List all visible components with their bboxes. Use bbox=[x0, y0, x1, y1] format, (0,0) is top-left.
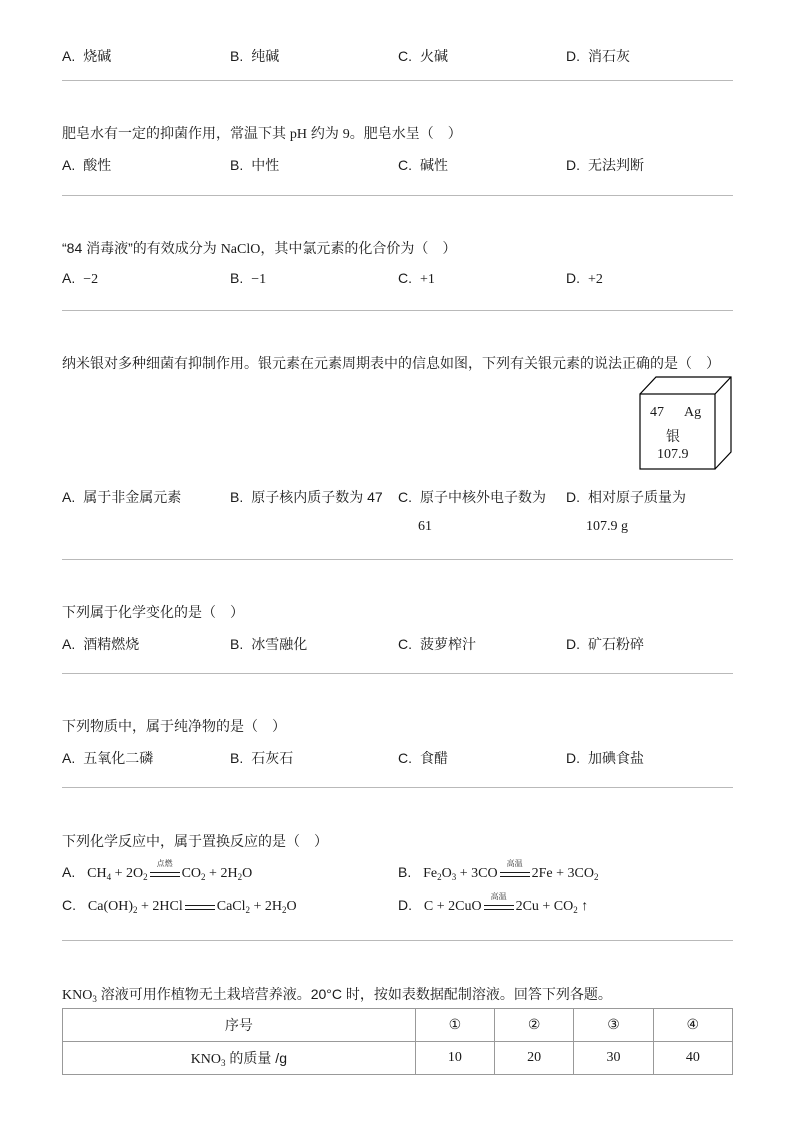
equation-d: C + 2CuO 高温 $2Cu + CO_2$ ↑ bbox=[423, 891, 589, 915]
reaction-arrow: 点燃 bbox=[150, 867, 180, 881]
table-row bbox=[63, 1009, 733, 1042]
option-d[interactable]: D. 加碘食盐 bbox=[566, 750, 644, 766]
option-d[interactable]: D. 相对原子质量为 bbox=[566, 489, 686, 505]
option-a[interactable]: A. −2 bbox=[62, 270, 99, 287]
option-b[interactable]: B. 石灰石 bbox=[230, 750, 294, 766]
question-stem: $KNO_3$ 溶液可用作植物无土栽培营养液。20°C 时，按如表数据配制溶液。回答下列各题。 bbox=[62, 986, 612, 1004]
table-row bbox=[63, 1042, 733, 1075]
table-cell: 40 bbox=[653, 1042, 732, 1075]
table-cell: 30 bbox=[574, 1042, 653, 1075]
reaction-arrow: 高温 bbox=[500, 867, 530, 881]
option-c-continuation: 61 bbox=[418, 519, 432, 534]
option-c[interactable]: C. 原子中核外电子数为 bbox=[398, 489, 546, 505]
table-header-cell: ④ bbox=[653, 1009, 732, 1042]
option-c[interactable]: C. +1 bbox=[398, 270, 435, 287]
divider bbox=[62, 195, 733, 196]
option-b[interactable]: B. $Fe_2O_3 + 3CO$ 高温 $2Fe + 3CO_2$ bbox=[398, 858, 599, 882]
divider bbox=[62, 80, 733, 81]
option-a[interactable]: A. 酒精燃烧 bbox=[62, 636, 140, 652]
equation-a: $CH_4 + 2O_2$ 点燃 $CO_2 + 2H_2O$ bbox=[87, 858, 253, 882]
divider bbox=[62, 673, 733, 674]
option-c[interactable]: C. 食醋 bbox=[398, 750, 448, 766]
option-b[interactable]: B. −1 bbox=[230, 270, 267, 287]
option-a[interactable]: A. 属于非金属元素 bbox=[62, 489, 182, 505]
table-header-cell: ① bbox=[415, 1009, 494, 1042]
option-a[interactable]: A. $CH_4 + 2O_2$ 点燃 $CO_2 + 2H_2O$ bbox=[62, 858, 253, 882]
option-c[interactable]: C. 火碱 bbox=[398, 48, 448, 64]
option-c[interactable]: C. 碱性 bbox=[398, 157, 448, 173]
question-stem: 下列物质中，属于纯净物的是（ ） bbox=[62, 718, 286, 734]
element-atomic-mass: 107.9 bbox=[657, 447, 689, 462]
table-row-label: $KNO_3$ 的质量 /g bbox=[63, 1042, 416, 1075]
table-header-cell: ② bbox=[495, 1009, 574, 1042]
divider bbox=[62, 310, 733, 311]
equation-c: $Ca(OH)_2 + 2HCl$ CaCl$_2$ + $2H_2O$ bbox=[87, 899, 297, 915]
option-c[interactable]: C. 菠萝榨汁 bbox=[398, 636, 476, 652]
table-header-cell: 序号 bbox=[63, 1009, 416, 1042]
question-stem: 下列化学反应中，属于置换反应的是（ ） bbox=[62, 833, 328, 849]
table-cell: 20 bbox=[495, 1042, 574, 1075]
table-cell: 10 bbox=[415, 1042, 494, 1075]
option-c[interactable]: C. $Ca(OH)_2 + 2HCl$ CaCl$_2$ + $2H_2O$ bbox=[62, 897, 297, 915]
option-d[interactable]: D. 消石灰 bbox=[566, 48, 630, 64]
option-a[interactable]: A. 酸性 bbox=[62, 157, 112, 173]
divider bbox=[62, 940, 733, 941]
option-d-continuation: 107.9 g bbox=[586, 519, 628, 534]
data-table bbox=[62, 1008, 733, 1075]
question-stem: “84 消毒液”的有效成分为 NaClO，其中氯元素的化合价为（ ） bbox=[62, 240, 457, 257]
question-stem: 肥皂水有一定的抑菌作用，常温下其 pH 约为 9。肥皂水呈（ ） bbox=[62, 125, 462, 142]
option-d[interactable]: D. 矿石粉碎 bbox=[566, 636, 644, 652]
option-a[interactable]: A. 五氧化二磷 bbox=[62, 750, 154, 766]
element-name: 银 bbox=[666, 428, 680, 444]
option-d[interactable]: D. C + 2CuO 高温 $2Cu + CO_2$ ↑ bbox=[398, 891, 589, 915]
table-header-cell: ③ bbox=[574, 1009, 653, 1042]
equation-b: $Fe_2O_3 + 3CO$ 高温 $2Fe + 3CO_2$ bbox=[423, 858, 599, 882]
question-stem: 纳米银对多种细菌有抑制作用。银元素在元素周期表中的信息如图，下列有关银元素的说法正确的是（ ） bbox=[62, 355, 720, 371]
option-b[interactable]: B. 原子核内质子数为 47 bbox=[230, 489, 383, 505]
question-stem: 下列属于化学变化的是（ ） bbox=[62, 604, 244, 620]
option-b[interactable]: B. 冰雪融化 bbox=[230, 636, 308, 652]
element-atomic-number: 47 bbox=[650, 405, 664, 420]
option-b[interactable]: B. 纯碱 bbox=[230, 48, 280, 64]
option-b[interactable]: B. 中性 bbox=[230, 157, 280, 173]
divider bbox=[62, 787, 733, 788]
reaction-arrow bbox=[185, 900, 215, 914]
option-d[interactable]: D. 无法判断 bbox=[566, 157, 644, 173]
element-symbol: Ag bbox=[684, 405, 702, 420]
divider bbox=[62, 559, 733, 560]
reaction-arrow: 高温 bbox=[484, 900, 514, 914]
option-d[interactable]: D. +2 bbox=[566, 270, 603, 287]
option-a[interactable]: A. 烧碱 bbox=[62, 48, 112, 64]
